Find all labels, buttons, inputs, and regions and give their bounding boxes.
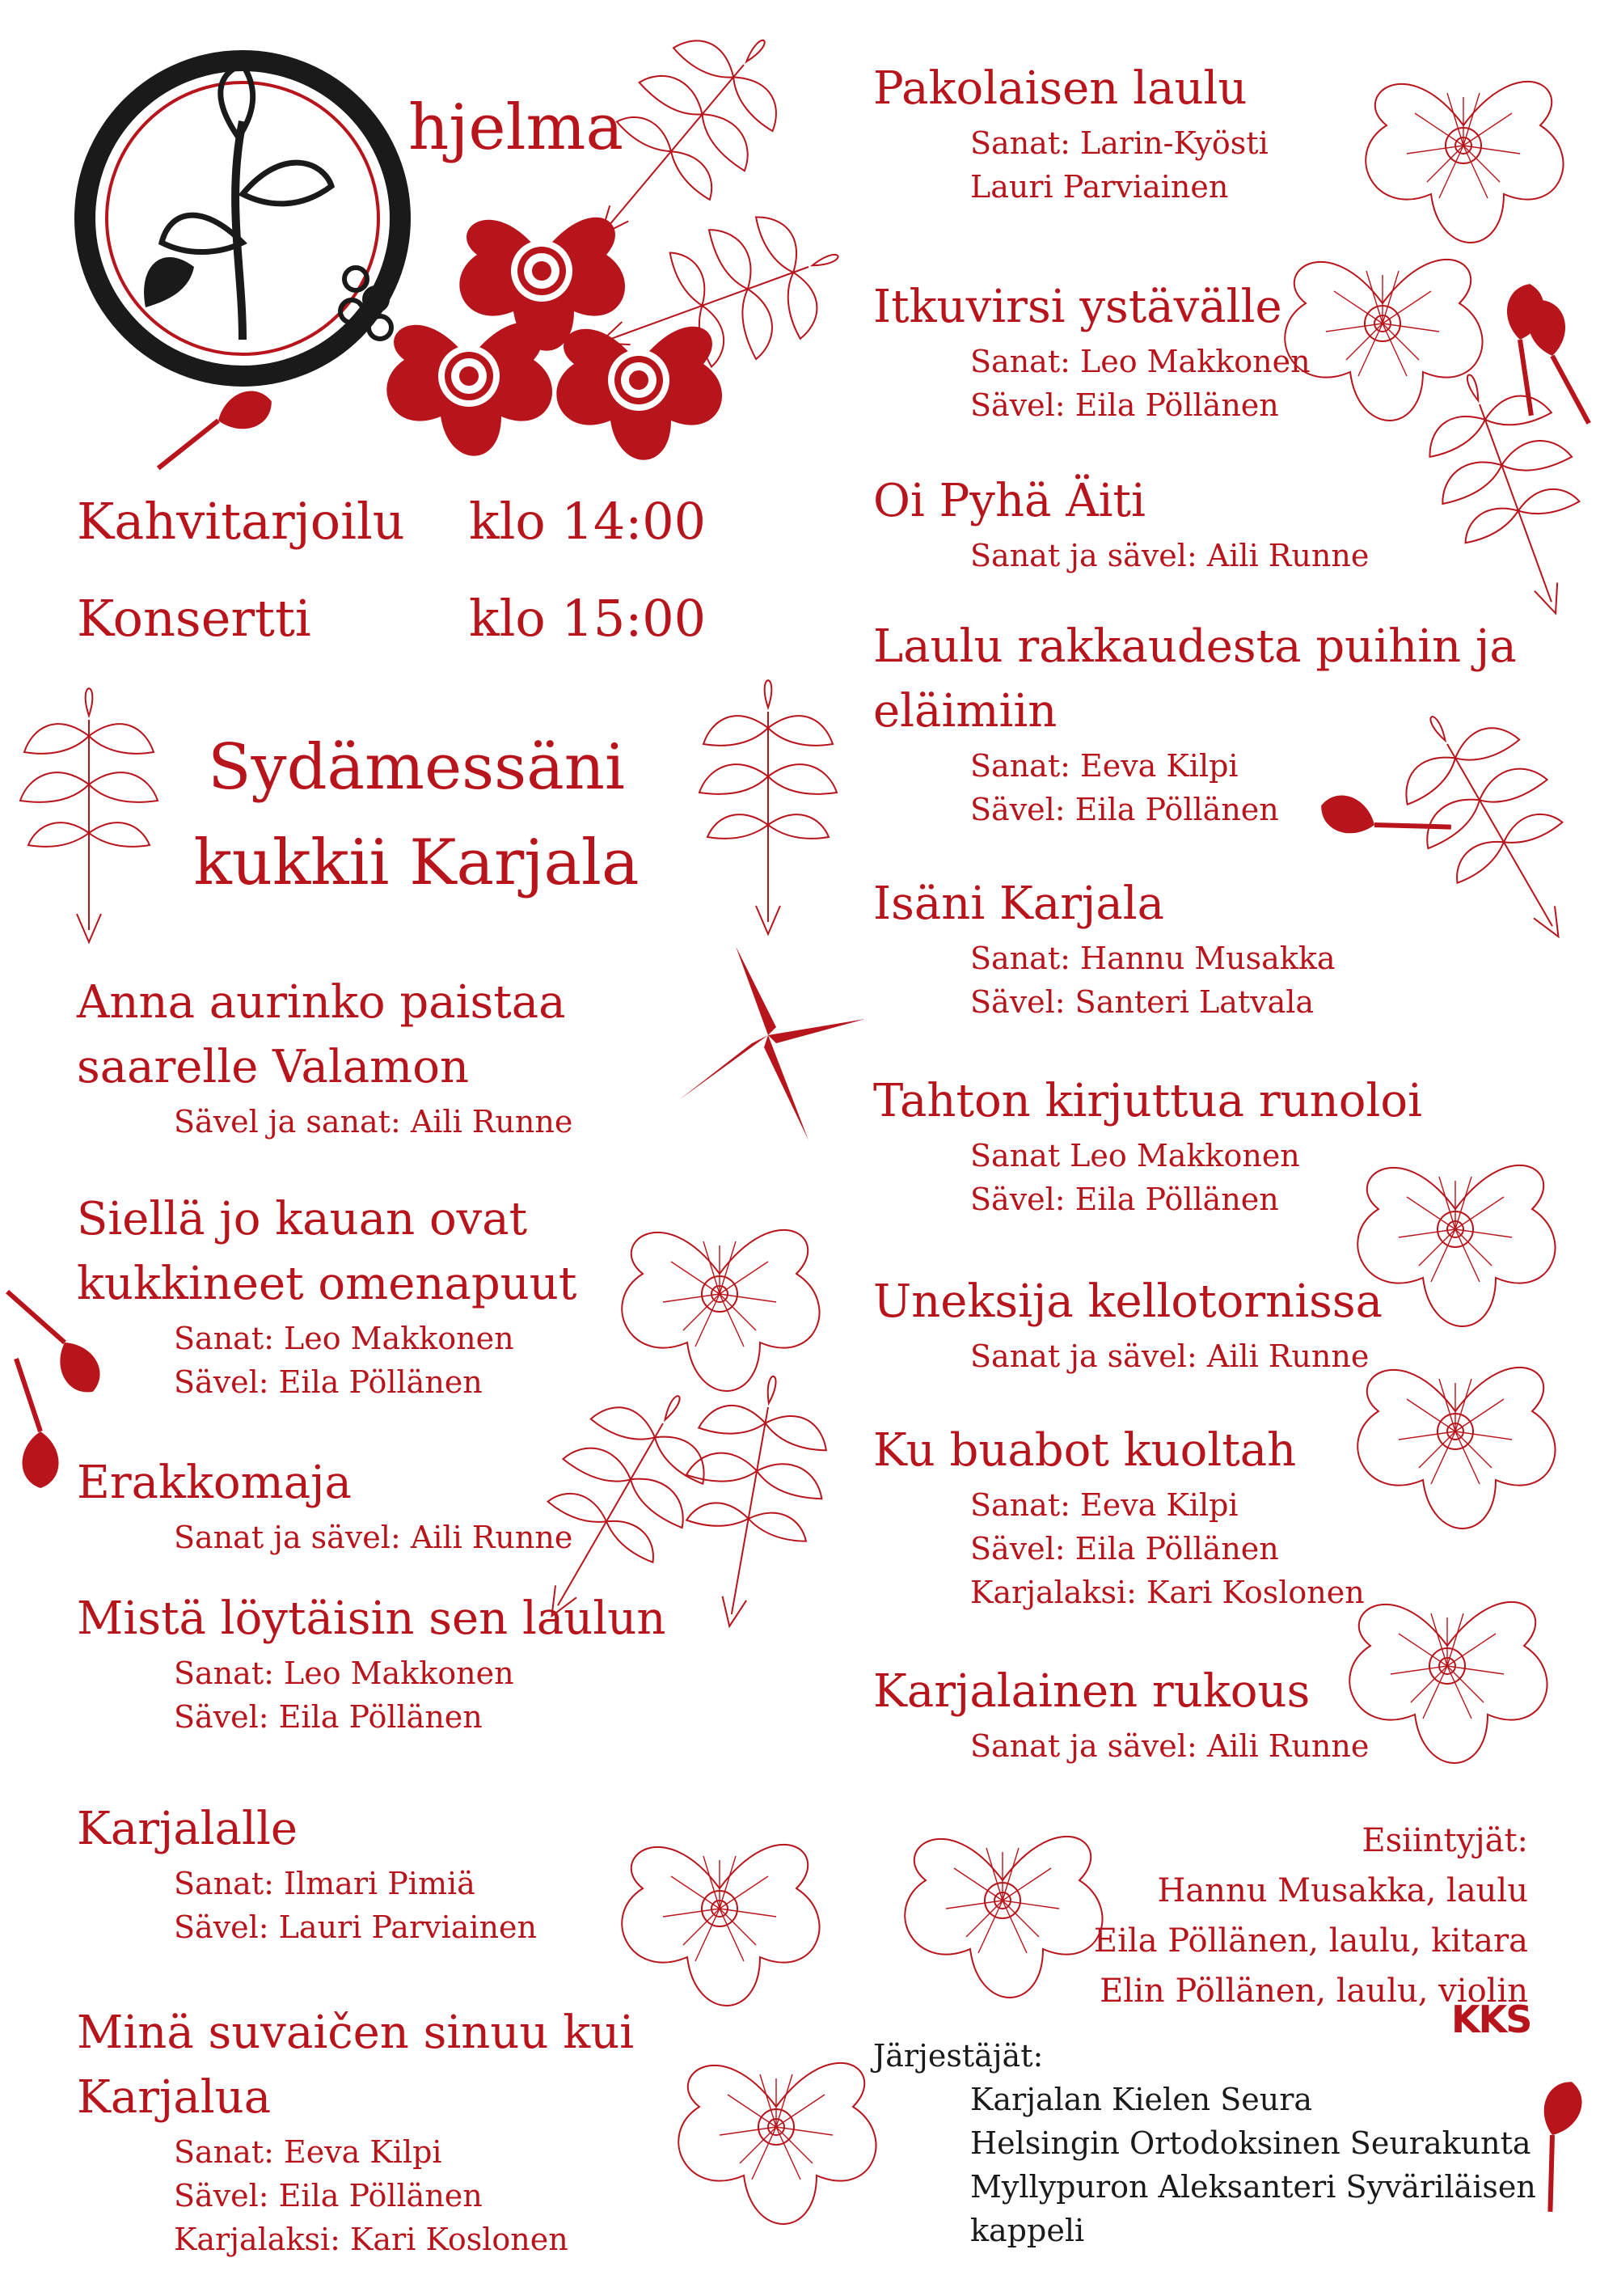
song-credit: Sanat: Eeva Kilpi (174, 2134, 442, 2170)
song-credit: Sävel: Eila Pöllänen (174, 2178, 483, 2214)
song-credit: Sanat: Larin-Kyösti (970, 125, 1269, 161)
song-title: eläimiin (873, 685, 1058, 738)
list-item (873, 615, 1601, 872)
song-title: Ku buabot kuoltah (873, 1424, 1297, 1477)
song-credit: Sävel: Eila Pöllänen (970, 792, 1279, 827)
page-title (408, 87, 623, 168)
song-credit: Sanat: Hannu Musakka (970, 941, 1336, 976)
schedule-time: klo 14:00 (469, 492, 707, 551)
song-credit: Sanat: Leo Makkonen (174, 1321, 514, 1356)
song-credit: Karjalaksi: Kari Koslonen (174, 2222, 568, 2257)
song-credit: Sävel: Eila Pöllänen (970, 387, 1279, 423)
logo-text: KKS (1451, 1998, 1531, 2041)
organizer-name: kappeli (970, 2213, 1085, 2248)
schedule-label: Konsertti (77, 589, 311, 648)
emblem-o-ornament (85, 61, 400, 376)
song-credit: Sanat: Eeva Kilpi (970, 1487, 1239, 1523)
schedule-time: klo 15:00 (469, 589, 707, 648)
list-item (873, 1069, 1601, 1270)
performer-name: Elin Pöllänen, laulu, violin (1100, 1973, 1528, 2010)
song-title: Pakolaisen laulu (873, 62, 1248, 115)
song-title: Karjalua (77, 2071, 272, 2124)
schedule-label: Kahvitarjoilu (77, 492, 405, 551)
organizers (873, 2034, 1536, 2252)
song-credit: Sävel: Eila Pöllänen (970, 1531, 1279, 1567)
song-credit: Karjalaksi: Kari Koslonen (970, 1575, 1365, 1610)
song-credit: Sanat ja sävel: Aili Runne (174, 1520, 573, 1555)
list-item (77, 1797, 724, 2001)
song-credit: Sanat: Eeva Kilpi (970, 748, 1239, 784)
song-credit: Sävel: Eila Pöllänen (970, 1182, 1279, 1217)
concert-title-line2: kukkii Karjala (193, 827, 640, 899)
song-credit: Lauri Parviainen (970, 169, 1229, 205)
list-item (873, 1419, 1601, 1660)
concert-title-line1: Sydämessäni (208, 731, 625, 804)
song-credit: Sävel ja sanat: Aili Runne (174, 1104, 573, 1140)
performers (1094, 1816, 1528, 2016)
song-title: Karjalalle (77, 1803, 298, 1855)
song-title: Erakkomaja (77, 1457, 352, 1509)
list-item (77, 1451, 724, 1587)
performer-name: Hannu Musakka, laulu (1157, 1872, 1528, 1909)
song-title: Oi Pyhä Äiti (873, 475, 1146, 527)
list-item (873, 1660, 1601, 1768)
song-credit: Sanat: Leo Makkonen (970, 344, 1311, 379)
song-credit: Sanat Leo Makkonen (970, 1138, 1300, 1173)
list-item (873, 275, 1601, 469)
list-item (77, 2001, 724, 2261)
song-credit: Sanat: Ilmari Pimiä (174, 1866, 475, 1901)
organizer-name: Myllypuron Aleksanteri Syväriläisen (970, 2169, 1536, 2205)
page-title-text: hjelma (408, 91, 623, 164)
schedule-row-concert (77, 589, 707, 687)
song-title: Isäni Karjala (873, 877, 1165, 930)
list-item (77, 970, 724, 1187)
song-credit: Sanat ja sävel: Aili Runne (970, 538, 1370, 573)
list-item (873, 1270, 1601, 1419)
song-title: kukkineet omenapuut (77, 1258, 577, 1310)
concert-title (141, 720, 691, 911)
song-credit: Sävel: Lauri Parviainen (174, 1909, 537, 1945)
left-song-list (77, 970, 724, 2261)
song-title: Anna aurinko paistaa (77, 976, 566, 1029)
list-item (77, 1187, 724, 1451)
schedule (77, 492, 707, 687)
song-title: Uneksija kellotornissa (873, 1275, 1383, 1328)
performer-name: Eila Pöllänen, laulu, kitara (1093, 1922, 1528, 1960)
schedule-row-coffee (77, 492, 707, 590)
list-item (77, 1587, 724, 1797)
organizer-name: Helsingin Ortodoksinen Seurakunta (970, 2125, 1531, 2161)
song-title: Mistä löytäisin sen laulun (77, 1592, 666, 1645)
song-title: Karjalainen rukous (873, 1665, 1311, 1718)
list-item (873, 57, 1601, 275)
song-credit: Sävel: Santeri Latvala (970, 984, 1315, 1020)
song-title: Laulu rakkaudesta puihin ja (873, 620, 1517, 673)
organizers-heading: Järjestäjät: (873, 2038, 1044, 2074)
list-item (873, 469, 1601, 615)
performers-heading: Esiintyjät: (1362, 1822, 1528, 1859)
song-title: Siellä jo kauan ovat (77, 1193, 528, 1245)
song-credit: Sävel: Eila Pöllänen (174, 1364, 483, 1400)
song-credit: Sanat ja sävel: Aili Runne (970, 1338, 1370, 1374)
song-title: Minä suvaičen sinuu kui (77, 2006, 635, 2059)
song-title: Itkuvirsi ystävälle (873, 281, 1282, 333)
song-credit: Sävel: Eila Pöllänen (174, 1699, 483, 1735)
organizer-name: Karjalan Kielen Seura (970, 2082, 1313, 2117)
song-credit: Sanat ja sävel: Aili Runne (970, 1728, 1370, 1764)
song-credit: Sanat: Leo Makkonen (174, 1655, 514, 1691)
right-song-list (873, 57, 1601, 1768)
list-item (873, 872, 1601, 1069)
song-title: saarelle Valamon (77, 1041, 470, 1093)
song-title: Tahton kirjuttua runoloi (873, 1075, 1422, 1127)
